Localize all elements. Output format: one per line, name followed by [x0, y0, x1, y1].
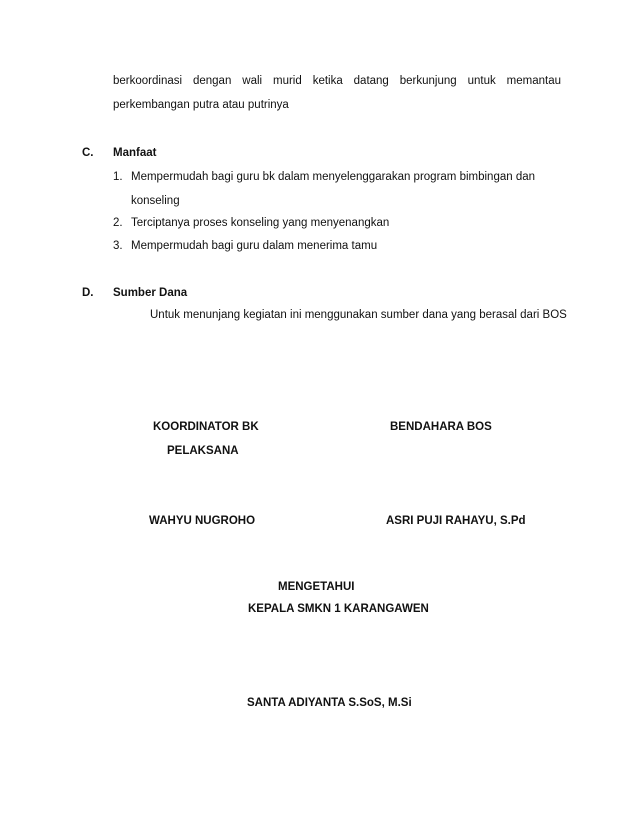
list-item-number: 1. — [113, 171, 123, 183]
signature-center-name: SANTA ADIYANTA S.SoS, M.Si — [247, 697, 412, 709]
signature-right-name: ASRI PUJI RAHAYU, S.Pd — [386, 515, 526, 527]
signature-center-heading: MENGETAHUI — [278, 581, 355, 593]
signature-right-role: BENDAHARA BOS — [390, 421, 492, 433]
section-d-title: Sumber Dana — [113, 287, 188, 299]
list-item-number: 3. — [113, 240, 123, 252]
list-item-text: Terciptanya proses konseling yang menyenangkan — [131, 217, 390, 229]
signature-left-role-line-2: PELAKSANA — [167, 445, 239, 457]
section-d-letter: D. — [82, 287, 94, 299]
list-item-number: 2. — [113, 217, 123, 229]
section-c-letter: C. — [82, 147, 94, 159]
list-item-text: Mempermudah bagi guru bk dalam menyelenggarakan program bimbingan dan — [131, 171, 536, 183]
list-item-text: Mempermudah bagi guru dalam menerima tamu — [131, 240, 378, 252]
signature-left-name: WAHYU NUGROHO — [149, 515, 256, 527]
intro-line-2: perkembangan putra atau putrinya — [113, 99, 289, 111]
intro-line-1: berkoordinasi dengan wali murid ketika datang berkunjung untuk memantau — [113, 75, 561, 87]
signature-left-role: KOORDINATOR BK — [153, 421, 259, 433]
section-c-title: Manfaat — [113, 147, 157, 159]
signature-center-title: KEPALA SMKN 1 KARANGAWEN — [248, 603, 429, 615]
section-d-text: Untuk menunjang kegiatan ini menggunakan sumber dana yang berasal dari BOS — [150, 309, 567, 321]
list-item-text-continued: konseling — [131, 195, 180, 207]
